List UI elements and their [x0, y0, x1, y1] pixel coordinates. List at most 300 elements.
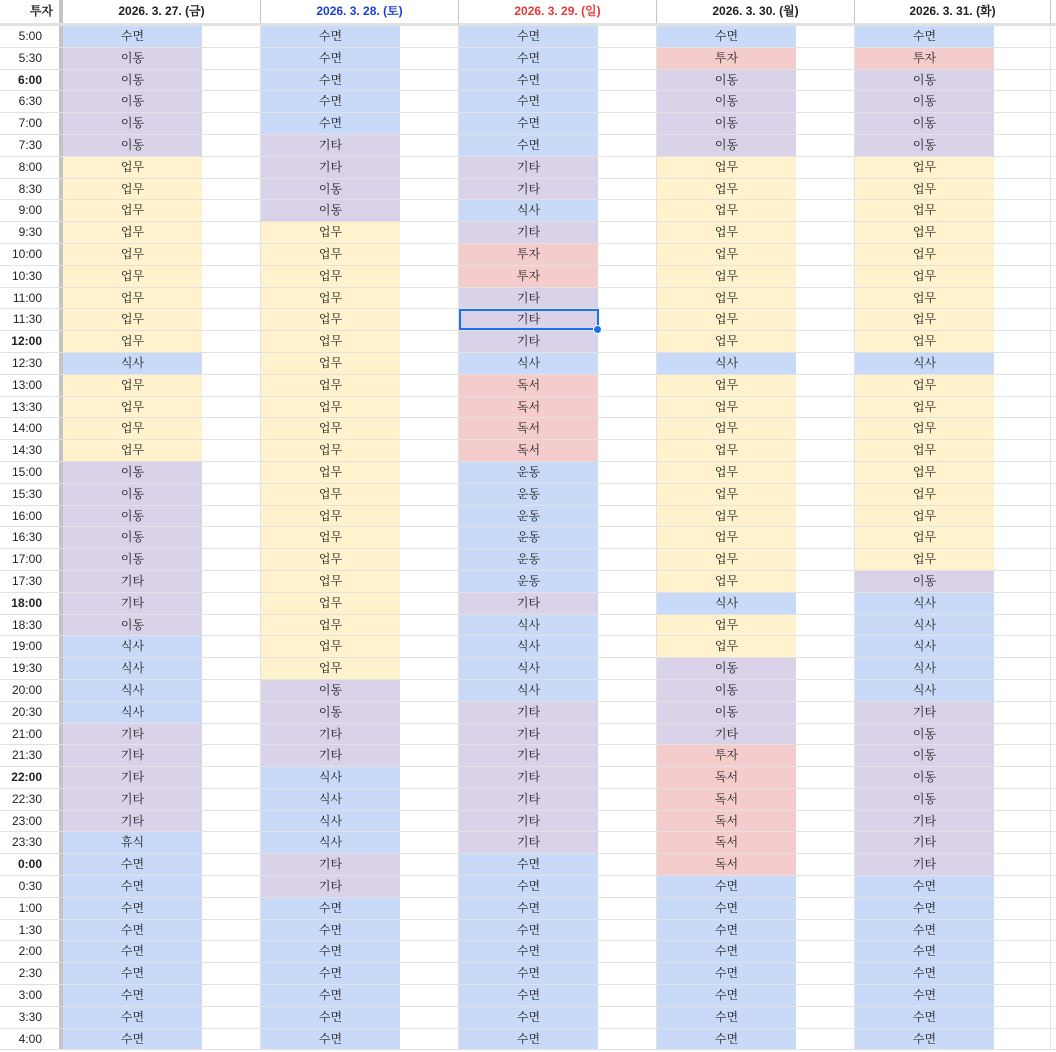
schedule-cell[interactable]: 업무: [261, 593, 401, 614]
schedule-cell[interactable]: 이동: [657, 113, 797, 134]
empty-cell[interactable]: [203, 636, 261, 657]
empty-cell[interactable]: [203, 397, 261, 418]
schedule-cell[interactable]: 투자: [657, 48, 797, 69]
empty-cell[interactable]: [995, 266, 1051, 287]
schedule-cell[interactable]: 이동: [855, 724, 995, 745]
empty-cell[interactable]: [995, 397, 1051, 418]
empty-cell[interactable]: [599, 963, 657, 984]
schedule-cell[interactable]: 업무: [657, 244, 797, 265]
empty-cell[interactable]: [401, 636, 459, 657]
empty-cell[interactable]: [401, 91, 459, 112]
empty-cell[interactable]: [995, 91, 1051, 112]
empty-cell[interactable]: [599, 1007, 657, 1028]
empty-cell[interactable]: [599, 157, 657, 178]
empty-cell[interactable]: [599, 462, 657, 483]
schedule-cell[interactable]: 업무: [855, 462, 995, 483]
empty-cell[interactable]: [797, 745, 855, 766]
schedule-cell[interactable]: 이동: [63, 527, 203, 548]
empty-cell[interactable]: [203, 767, 261, 788]
time-cell[interactable]: 14:00: [0, 418, 63, 439]
empty-cell[interactable]: [797, 353, 855, 374]
schedule-cell[interactable]: 업무: [855, 527, 995, 548]
day-header-0[interactable]: 2026. 3. 27. (금): [63, 0, 261, 23]
schedule-cell[interactable]: 식사: [855, 636, 995, 657]
empty-cell[interactable]: [203, 527, 261, 548]
empty-cell[interactable]: [995, 200, 1051, 221]
empty-cell[interactable]: [797, 941, 855, 962]
empty-cell[interactable]: [995, 375, 1051, 396]
schedule-cell[interactable]: 이동: [261, 702, 401, 723]
empty-cell[interactable]: [401, 266, 459, 287]
schedule-cell[interactable]: 이동: [261, 200, 401, 221]
empty-cell[interactable]: [401, 854, 459, 875]
schedule-cell[interactable]: 식사: [855, 593, 995, 614]
empty-cell[interactable]: [797, 832, 855, 853]
empty-cell[interactable]: [599, 658, 657, 679]
empty-cell[interactable]: [599, 70, 657, 91]
schedule-cell[interactable]: 기타: [63, 724, 203, 745]
schedule-cell[interactable]: 업무: [855, 506, 995, 527]
empty-cell[interactable]: [995, 462, 1051, 483]
schedule-cell[interactable]: 이동: [63, 70, 203, 91]
schedule-cell[interactable]: 업무: [657, 222, 797, 243]
empty-cell[interactable]: [203, 309, 261, 330]
empty-cell[interactable]: [599, 876, 657, 897]
empty-cell[interactable]: [203, 331, 261, 352]
empty-cell[interactable]: [995, 963, 1051, 984]
schedule-cell[interactable]: 이동: [657, 658, 797, 679]
time-cell[interactable]: 23:30: [0, 832, 63, 853]
empty-cell[interactable]: [401, 440, 459, 461]
schedule-cell[interactable]: 업무: [63, 200, 203, 221]
empty-cell[interactable]: [599, 353, 657, 374]
schedule-cell[interactable]: 수면: [63, 1007, 203, 1028]
schedule-cell[interactable]: 기타: [63, 593, 203, 614]
empty-cell[interactable]: [995, 157, 1051, 178]
empty-cell[interactable]: [401, 462, 459, 483]
empty-cell[interactable]: [401, 113, 459, 134]
schedule-cell[interactable]: 기타: [855, 854, 995, 875]
empty-cell[interactable]: [995, 506, 1051, 527]
empty-cell[interactable]: [401, 1007, 459, 1028]
empty-cell[interactable]: [401, 941, 459, 962]
schedule-cell[interactable]: 독서: [459, 440, 599, 461]
schedule-cell[interactable]: 식사: [261, 789, 401, 810]
schedule-cell[interactable]: 수면: [459, 854, 599, 875]
schedule-cell[interactable]: 수면: [459, 1007, 599, 1028]
empty-cell[interactable]: [203, 593, 261, 614]
schedule-cell[interactable]: 이동: [63, 135, 203, 156]
schedule-cell[interactable]: 이동: [63, 48, 203, 69]
schedule-cell[interactable]: 수면: [261, 941, 401, 962]
empty-cell[interactable]: [203, 222, 261, 243]
schedule-cell[interactable]: 식사: [855, 680, 995, 701]
schedule-cell[interactable]: 기타: [459, 724, 599, 745]
empty-cell[interactable]: [401, 309, 459, 330]
time-cell[interactable]: 10:30: [0, 266, 63, 287]
schedule-cell[interactable]: 업무: [657, 462, 797, 483]
schedule-cell[interactable]: 업무: [261, 309, 401, 330]
schedule-cell[interactable]: 업무: [261, 615, 401, 636]
empty-cell[interactable]: [797, 636, 855, 657]
empty-cell[interactable]: [995, 636, 1051, 657]
empty-cell[interactable]: [203, 615, 261, 636]
schedule-cell[interactable]: 수면: [855, 963, 995, 984]
schedule-cell[interactable]: 업무: [855, 397, 995, 418]
empty-cell[interactable]: [797, 702, 855, 723]
empty-cell[interactable]: [401, 1029, 459, 1050]
schedule-cell[interactable]: 이동: [855, 745, 995, 766]
schedule-cell[interactable]: 수면: [261, 48, 401, 69]
empty-cell[interactable]: [797, 91, 855, 112]
schedule-cell[interactable]: 기타: [261, 724, 401, 745]
time-cell[interactable]: 1:30: [0, 920, 63, 941]
schedule-cell[interactable]: 기타: [63, 811, 203, 832]
schedule-cell[interactable]: 업무: [657, 571, 797, 592]
schedule-cell[interactable]: 이동: [657, 680, 797, 701]
schedule-cell[interactable]: 수면: [261, 113, 401, 134]
empty-cell[interactable]: [797, 70, 855, 91]
schedule-cell[interactable]: 기타: [855, 702, 995, 723]
time-cell[interactable]: 22:00: [0, 767, 63, 788]
empty-cell[interactable]: [599, 593, 657, 614]
day-header-4[interactable]: 2026. 3. 31. (화): [855, 0, 1051, 23]
empty-cell[interactable]: [203, 440, 261, 461]
schedule-cell[interactable]: 업무: [63, 397, 203, 418]
time-cell[interactable]: 15:30: [0, 484, 63, 505]
schedule-cell[interactable]: 수면: [261, 920, 401, 941]
empty-cell[interactable]: [995, 288, 1051, 309]
schedule-cell[interactable]: 식사: [459, 680, 599, 701]
empty-cell[interactable]: [203, 985, 261, 1006]
time-cell[interactable]: 19:30: [0, 658, 63, 679]
schedule-cell[interactable]: 식사: [657, 593, 797, 614]
schedule-cell[interactable]: 업무: [855, 375, 995, 396]
schedule-cell[interactable]: 수면: [459, 26, 599, 47]
schedule-cell[interactable]: 수면: [657, 1007, 797, 1028]
empty-cell[interactable]: [203, 157, 261, 178]
empty-cell[interactable]: [401, 876, 459, 897]
schedule-cell[interactable]: 식사: [63, 702, 203, 723]
schedule-cell[interactable]: 업무: [261, 288, 401, 309]
schedule-cell[interactable]: 수면: [459, 985, 599, 1006]
schedule-cell[interactable]: 업무: [63, 375, 203, 396]
empty-cell[interactable]: [599, 724, 657, 745]
schedule-cell[interactable]: 이동: [855, 789, 995, 810]
schedule-cell[interactable]: 이동: [657, 70, 797, 91]
empty-cell[interactable]: [599, 854, 657, 875]
time-cell[interactable]: 4:00: [0, 1029, 63, 1050]
schedule-cell[interactable]: 운동: [459, 571, 599, 592]
schedule-cell[interactable]: 식사: [63, 353, 203, 374]
time-cell[interactable]: 0:00: [0, 854, 63, 875]
time-cell[interactable]: 17:00: [0, 549, 63, 570]
time-cell[interactable]: 2:30: [0, 963, 63, 984]
schedule-cell[interactable]: 이동: [261, 179, 401, 200]
time-cell[interactable]: 16:00: [0, 506, 63, 527]
schedule-cell[interactable]: 업무: [657, 200, 797, 221]
time-cell[interactable]: 12:00: [0, 331, 63, 352]
empty-cell[interactable]: [401, 222, 459, 243]
empty-cell[interactable]: [995, 680, 1051, 701]
empty-cell[interactable]: [401, 397, 459, 418]
empty-cell[interactable]: [995, 941, 1051, 962]
schedule-cell[interactable]: 업무: [657, 266, 797, 287]
empty-cell[interactable]: [797, 266, 855, 287]
schedule-cell[interactable]: 업무: [63, 157, 203, 178]
time-cell[interactable]: 6:00: [0, 70, 63, 91]
empty-cell[interactable]: [797, 549, 855, 570]
empty-cell[interactable]: [203, 876, 261, 897]
empty-cell[interactable]: [995, 48, 1051, 69]
time-cell[interactable]: 18:30: [0, 615, 63, 636]
schedule-cell[interactable]: 업무: [657, 179, 797, 200]
empty-cell[interactable]: [203, 920, 261, 941]
schedule-cell[interactable]: 식사: [63, 636, 203, 657]
schedule-cell[interactable]: 기타: [63, 789, 203, 810]
schedule-cell[interactable]: 업무: [261, 571, 401, 592]
empty-cell[interactable]: [797, 375, 855, 396]
time-cell[interactable]: 12:30: [0, 353, 63, 374]
schedule-cell[interactable]: 업무: [657, 397, 797, 418]
schedule-cell[interactable]: 수면: [459, 963, 599, 984]
empty-cell[interactable]: [797, 462, 855, 483]
schedule-cell[interactable]: 독서: [657, 832, 797, 853]
empty-cell[interactable]: [797, 222, 855, 243]
schedule-cell[interactable]: 기타: [459, 832, 599, 853]
empty-cell[interactable]: [401, 745, 459, 766]
day-header-3[interactable]: 2026. 3. 30. (월): [657, 0, 855, 23]
day-header-2[interactable]: 2026. 3. 29. (일): [459, 0, 657, 23]
empty-cell[interactable]: [797, 135, 855, 156]
schedule-cell[interactable]: 수면: [459, 1029, 599, 1050]
empty-cell[interactable]: [995, 920, 1051, 941]
empty-cell[interactable]: [401, 200, 459, 221]
empty-cell[interactable]: [995, 985, 1051, 1006]
empty-cell[interactable]: [599, 288, 657, 309]
empty-cell[interactable]: [203, 462, 261, 483]
schedule-cell[interactable]: 업무: [657, 309, 797, 330]
empty-cell[interactable]: [995, 549, 1051, 570]
schedule-cell[interactable]: 업무: [63, 266, 203, 287]
schedule-cell[interactable]: 투자: [657, 745, 797, 766]
empty-cell[interactable]: [599, 200, 657, 221]
schedule-cell[interactable]: 업무: [63, 309, 203, 330]
schedule-cell[interactable]: 업무: [657, 418, 797, 439]
schedule-cell[interactable]: 이동: [63, 484, 203, 505]
schedule-cell[interactable]: 수면: [459, 91, 599, 112]
schedule-cell[interactable]: 수면: [63, 26, 203, 47]
time-cell[interactable]: 14:30: [0, 440, 63, 461]
empty-cell[interactable]: [797, 506, 855, 527]
time-cell[interactable]: 8:00: [0, 157, 63, 178]
empty-cell[interactable]: [401, 920, 459, 941]
empty-cell[interactable]: [599, 48, 657, 69]
schedule-cell[interactable]: 업무: [63, 331, 203, 352]
empty-cell[interactable]: [797, 571, 855, 592]
schedule-cell[interactable]: 기타: [261, 135, 401, 156]
schedule-cell[interactable]: 업무: [261, 244, 401, 265]
schedule-cell[interactable]: 투자: [459, 244, 599, 265]
schedule-cell[interactable]: 수면: [459, 113, 599, 134]
empty-cell[interactable]: [797, 898, 855, 919]
schedule-cell[interactable]: 운동: [459, 484, 599, 505]
empty-cell[interactable]: [599, 506, 657, 527]
empty-cell[interactable]: [797, 985, 855, 1006]
schedule-cell[interactable]: 이동: [855, 70, 995, 91]
schedule-cell[interactable]: 식사: [459, 636, 599, 657]
empty-cell[interactable]: [599, 789, 657, 810]
empty-cell[interactable]: [599, 767, 657, 788]
empty-cell[interactable]: [203, 680, 261, 701]
schedule-cell[interactable]: 업무: [261, 375, 401, 396]
schedule-cell[interactable]: 업무: [261, 636, 401, 657]
time-cell[interactable]: 8:30: [0, 179, 63, 200]
empty-cell[interactable]: [401, 484, 459, 505]
empty-cell[interactable]: [203, 571, 261, 592]
empty-cell[interactable]: [599, 1029, 657, 1050]
empty-cell[interactable]: [797, 920, 855, 941]
schedule-cell[interactable]: 수면: [63, 920, 203, 941]
empty-cell[interactable]: [599, 135, 657, 156]
time-cell[interactable]: 15:00: [0, 462, 63, 483]
empty-cell[interactable]: [599, 26, 657, 47]
empty-cell[interactable]: [797, 418, 855, 439]
schedule-cell[interactable]: 수면: [657, 1029, 797, 1050]
schedule-cell[interactable]: 수면: [855, 1029, 995, 1050]
schedule-cell[interactable]: 수면: [261, 70, 401, 91]
schedule-cell[interactable]: 독서: [459, 418, 599, 439]
empty-cell[interactable]: [797, 309, 855, 330]
empty-cell[interactable]: [203, 244, 261, 265]
schedule-cell[interactable]: 독서: [459, 397, 599, 418]
schedule-cell[interactable]: 수면: [855, 898, 995, 919]
schedule-cell[interactable]: 수면: [261, 898, 401, 919]
empty-cell[interactable]: [401, 70, 459, 91]
schedule-cell[interactable]: 업무: [657, 615, 797, 636]
schedule-cell[interactable]: 식사: [657, 353, 797, 374]
schedule-cell[interactable]: 업무: [63, 222, 203, 243]
schedule-cell[interactable]: 수면: [459, 876, 599, 897]
time-cell[interactable]: 20:00: [0, 680, 63, 701]
time-cell[interactable]: 13:30: [0, 397, 63, 418]
empty-cell[interactable]: [995, 658, 1051, 679]
empty-cell[interactable]: [995, 571, 1051, 592]
empty-cell[interactable]: [797, 157, 855, 178]
schedule-cell[interactable]: 업무: [855, 549, 995, 570]
schedule-cell[interactable]: 기타: [63, 571, 203, 592]
schedule-cell[interactable]: 기타: [459, 811, 599, 832]
empty-cell[interactable]: [995, 484, 1051, 505]
schedule-cell[interactable]: 업무: [261, 353, 401, 374]
schedule-cell[interactable]: 업무: [63, 244, 203, 265]
empty-cell[interactable]: [797, 331, 855, 352]
schedule-cell[interactable]: 수면: [855, 1007, 995, 1028]
empty-cell[interactable]: [599, 113, 657, 134]
schedule-cell[interactable]: 기타: [459, 222, 599, 243]
schedule-cell[interactable]: 기타: [459, 789, 599, 810]
schedule-cell[interactable]: 기타: [459, 288, 599, 309]
empty-cell[interactable]: [599, 811, 657, 832]
schedule-cell[interactable]: 수면: [63, 941, 203, 962]
schedule-cell[interactable]: 업무: [855, 440, 995, 461]
schedule-cell[interactable]: 업무: [63, 440, 203, 461]
schedule-cell[interactable]: 식사: [63, 658, 203, 679]
schedule-cell[interactable]: 수면: [855, 985, 995, 1006]
empty-cell[interactable]: [797, 854, 855, 875]
empty-cell[interactable]: [599, 985, 657, 1006]
empty-cell[interactable]: [401, 571, 459, 592]
empty-cell[interactable]: [995, 898, 1051, 919]
empty-cell[interactable]: [203, 484, 261, 505]
empty-cell[interactable]: [995, 331, 1051, 352]
schedule-cell[interactable]: 독서: [657, 789, 797, 810]
empty-cell[interactable]: [995, 527, 1051, 548]
schedule-cell[interactable]: 운동: [459, 527, 599, 548]
empty-cell[interactable]: [797, 179, 855, 200]
time-cell[interactable]: 21:00: [0, 724, 63, 745]
schedule-cell[interactable]: 수면: [657, 963, 797, 984]
empty-cell[interactable]: [401, 963, 459, 984]
empty-cell[interactable]: [203, 200, 261, 221]
schedule-cell[interactable]: 업무: [63, 288, 203, 309]
empty-cell[interactable]: [797, 200, 855, 221]
empty-cell[interactable]: [599, 920, 657, 941]
time-cell[interactable]: 7:00: [0, 113, 63, 134]
schedule-cell[interactable]: 수면: [261, 985, 401, 1006]
schedule-cell[interactable]: 식사: [261, 832, 401, 853]
day-header-1[interactable]: 2026. 3. 28. (토): [261, 0, 459, 23]
schedule-cell[interactable]: 수면: [63, 1029, 203, 1050]
schedule-cell[interactable]: 수면: [261, 26, 401, 47]
empty-cell[interactable]: [203, 353, 261, 374]
empty-cell[interactable]: [995, 1029, 1051, 1050]
schedule-cell[interactable]: 이동: [855, 113, 995, 134]
schedule-cell[interactable]: 이동: [657, 91, 797, 112]
time-cell[interactable]: 0:30: [0, 876, 63, 897]
empty-cell[interactable]: [797, 615, 855, 636]
time-cell[interactable]: 21:30: [0, 745, 63, 766]
time-cell[interactable]: 18:00: [0, 593, 63, 614]
schedule-cell[interactable]: 업무: [855, 288, 995, 309]
empty-cell[interactable]: [797, 876, 855, 897]
empty-cell[interactable]: [599, 527, 657, 548]
schedule-cell[interactable]: 수면: [63, 898, 203, 919]
empty-cell[interactable]: [797, 244, 855, 265]
empty-cell[interactable]: [797, 48, 855, 69]
empty-cell[interactable]: [599, 571, 657, 592]
empty-cell[interactable]: [203, 854, 261, 875]
empty-cell[interactable]: [401, 506, 459, 527]
empty-cell[interactable]: [203, 898, 261, 919]
schedule-cell[interactable]: 수면: [261, 1007, 401, 1028]
empty-cell[interactable]: [995, 179, 1051, 200]
schedule-cell[interactable]: 수면: [63, 963, 203, 984]
time-cell[interactable]: 9:00: [0, 200, 63, 221]
schedule-cell[interactable]: 기타: [459, 331, 599, 352]
time-cell[interactable]: 11:30: [0, 309, 63, 330]
empty-cell[interactable]: [401, 288, 459, 309]
schedule-cell[interactable]: 이동: [63, 91, 203, 112]
schedule-cell[interactable]: 수면: [63, 876, 203, 897]
empty-cell[interactable]: [401, 331, 459, 352]
empty-cell[interactable]: [599, 680, 657, 701]
empty-cell[interactable]: [401, 811, 459, 832]
schedule-cell[interactable]: 이동: [261, 680, 401, 701]
schedule-cell[interactable]: 수면: [855, 920, 995, 941]
empty-cell[interactable]: [599, 397, 657, 418]
time-cell[interactable]: 3:00: [0, 985, 63, 1006]
